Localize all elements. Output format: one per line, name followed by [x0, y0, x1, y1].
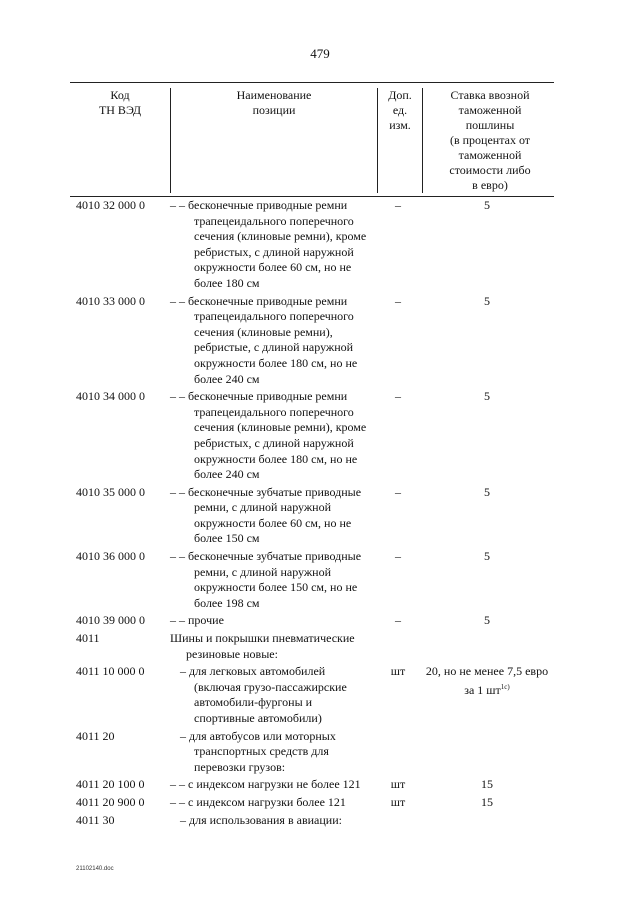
row-rate — [420, 777, 554, 793]
row-name: – – прочие — [170, 613, 224, 628]
header-unit-line: ед. — [392, 103, 408, 117]
table-row — [70, 613, 554, 629]
row-rate — [420, 294, 554, 388]
row-name: – – бесконечные приводные ремни трапецеидального поперечного сечения (клиновые ремни), кроме ребристых, с длиной наружной окружности более 180 см, но не более 240 см — [170, 389, 367, 482]
row-unit: – — [395, 389, 401, 404]
header-rate-line: (в процентах от — [449, 133, 531, 147]
row-rate — [420, 664, 554, 726]
header-code-line: ТН ВЭД — [98, 103, 142, 117]
header-code — [70, 88, 170, 193]
row-unit — [376, 729, 420, 776]
page-number: 479 — [310, 46, 330, 61]
row-rate-value: 5 — [484, 293, 490, 308]
row-name: – – бесконечные зубчатые приводные ремни, с длиной наружной окружности более 150 см, но не более 198 см — [170, 549, 362, 610]
row-code: 4010 32 000 0 — [76, 198, 145, 212]
table-row — [70, 813, 554, 829]
tariff-table — [70, 82, 554, 830]
table-row — [70, 664, 554, 726]
row-rate-value: 5 — [484, 198, 490, 212]
row-name: – для легковых автомобилей (включая грузо-пассажирские автомобили-фургоны и спортивные автомобили) — [180, 664, 347, 725]
header-rate-line: таможенной — [458, 148, 522, 162]
row-code: 4011 30 — [76, 812, 115, 827]
header-unit-line: Доп. — [388, 88, 412, 102]
row-code: 4011 20 100 0 — [76, 777, 145, 792]
row-unit: – — [395, 549, 401, 564]
header-unit-line: изм. — [389, 118, 411, 132]
row-name: – – с индексом нагрузки не более 121 — [170, 777, 361, 792]
row-rate — [420, 613, 554, 629]
row-code: 4010 35 000 0 — [76, 484, 145, 499]
table-body — [70, 197, 554, 828]
header-rate-line: Ставка ввозной — [450, 88, 530, 102]
table-row — [70, 485, 554, 547]
header-name-line: позиции — [252, 103, 296, 117]
row-rate-footnote: 1с) — [500, 682, 510, 691]
header-rate — [423, 88, 557, 193]
table-row — [70, 729, 554, 776]
row-code: 4010 39 000 0 — [76, 613, 145, 628]
row-rate — [420, 729, 554, 776]
row-unit: – — [395, 613, 401, 628]
table-row — [70, 795, 554, 811]
header-rate-line: в евро) — [472, 178, 508, 192]
table-row — [70, 198, 554, 292]
row-name: – – бесконечные приводные ремни трапецеидального поперечного сечения (клиновые ремни), ребристые, с длиной наружной окружности более 180 см, но не более 240 см — [170, 293, 358, 386]
row-rate-value: 5 — [484, 549, 490, 564]
row-unit: – — [395, 293, 401, 308]
row-name: – – с индексом нагрузки более 121 — [170, 794, 346, 809]
row-name: Шины и покрышки пневматические резиновые новые: — [170, 631, 355, 661]
row-unit: – — [395, 198, 401, 212]
row-rate — [420, 795, 554, 811]
row-name: – – бесконечные приводные ремни трапецеидального поперечного сечения (клиновые ремни), кроме ребристых, с длиной наружной окружности более 60 см, но не более 180 см — [170, 198, 367, 290]
row-name: – для использования в авиации: — [180, 812, 342, 827]
table-row — [70, 631, 554, 662]
row-rate-value: 5 — [484, 484, 490, 499]
row-name: – для автобусов или моторных транспортных средств для перевозки грузов: — [180, 728, 336, 774]
row-code: 4011 20 900 0 — [76, 794, 145, 809]
table-header — [70, 83, 554, 197]
header-name — [170, 88, 378, 193]
row-unit: – — [395, 484, 401, 499]
row-rate — [420, 485, 554, 547]
row-rate-value: 15 — [481, 794, 493, 809]
row-unit: шт — [390, 794, 406, 809]
row-rate — [420, 198, 554, 292]
footer-filename: 21102140.doc — [76, 866, 114, 872]
row-code: 4010 34 000 0 — [76, 389, 145, 404]
table-row — [70, 294, 554, 388]
header-unit — [378, 88, 423, 193]
header-rate-line: стоимости либо — [449, 163, 531, 177]
row-rate-value: 15 — [481, 777, 493, 792]
header-rate-line: пошлины — [465, 118, 515, 132]
row-code: 4011 20 — [76, 728, 115, 743]
row-rate — [420, 549, 554, 611]
row-code: 4011 10 000 0 — [76, 664, 145, 679]
header-code-line: Код — [110, 88, 130, 102]
table-row — [70, 777, 554, 793]
row-rate-value: 5 — [484, 613, 490, 628]
row-code: 4011 — [76, 631, 100, 646]
row-unit: шт — [390, 664, 406, 679]
row-name: – – бесконечные зубчатые приводные ремни, с длиной наружной окружности более 60 см, но не более 150 см — [170, 484, 362, 546]
row-rate-value: 5 — [484, 389, 490, 404]
row-code: 4010 33 000 0 — [76, 293, 145, 308]
header-rate-line: таможенной — [458, 103, 522, 117]
row-unit — [376, 813, 420, 829]
row-rate — [420, 813, 554, 829]
row-unit: шт — [390, 777, 406, 792]
table-row — [70, 389, 554, 483]
row-unit — [376, 631, 420, 662]
header-name-line: Наименование — [236, 88, 312, 102]
row-rate — [420, 389, 554, 483]
row-code: 4010 36 000 0 — [76, 549, 145, 564]
row-rate-value: 20, но не менее 7,5 евро за 1 шт — [425, 664, 549, 697]
table-row — [70, 549, 554, 611]
row-rate — [420, 631, 554, 662]
